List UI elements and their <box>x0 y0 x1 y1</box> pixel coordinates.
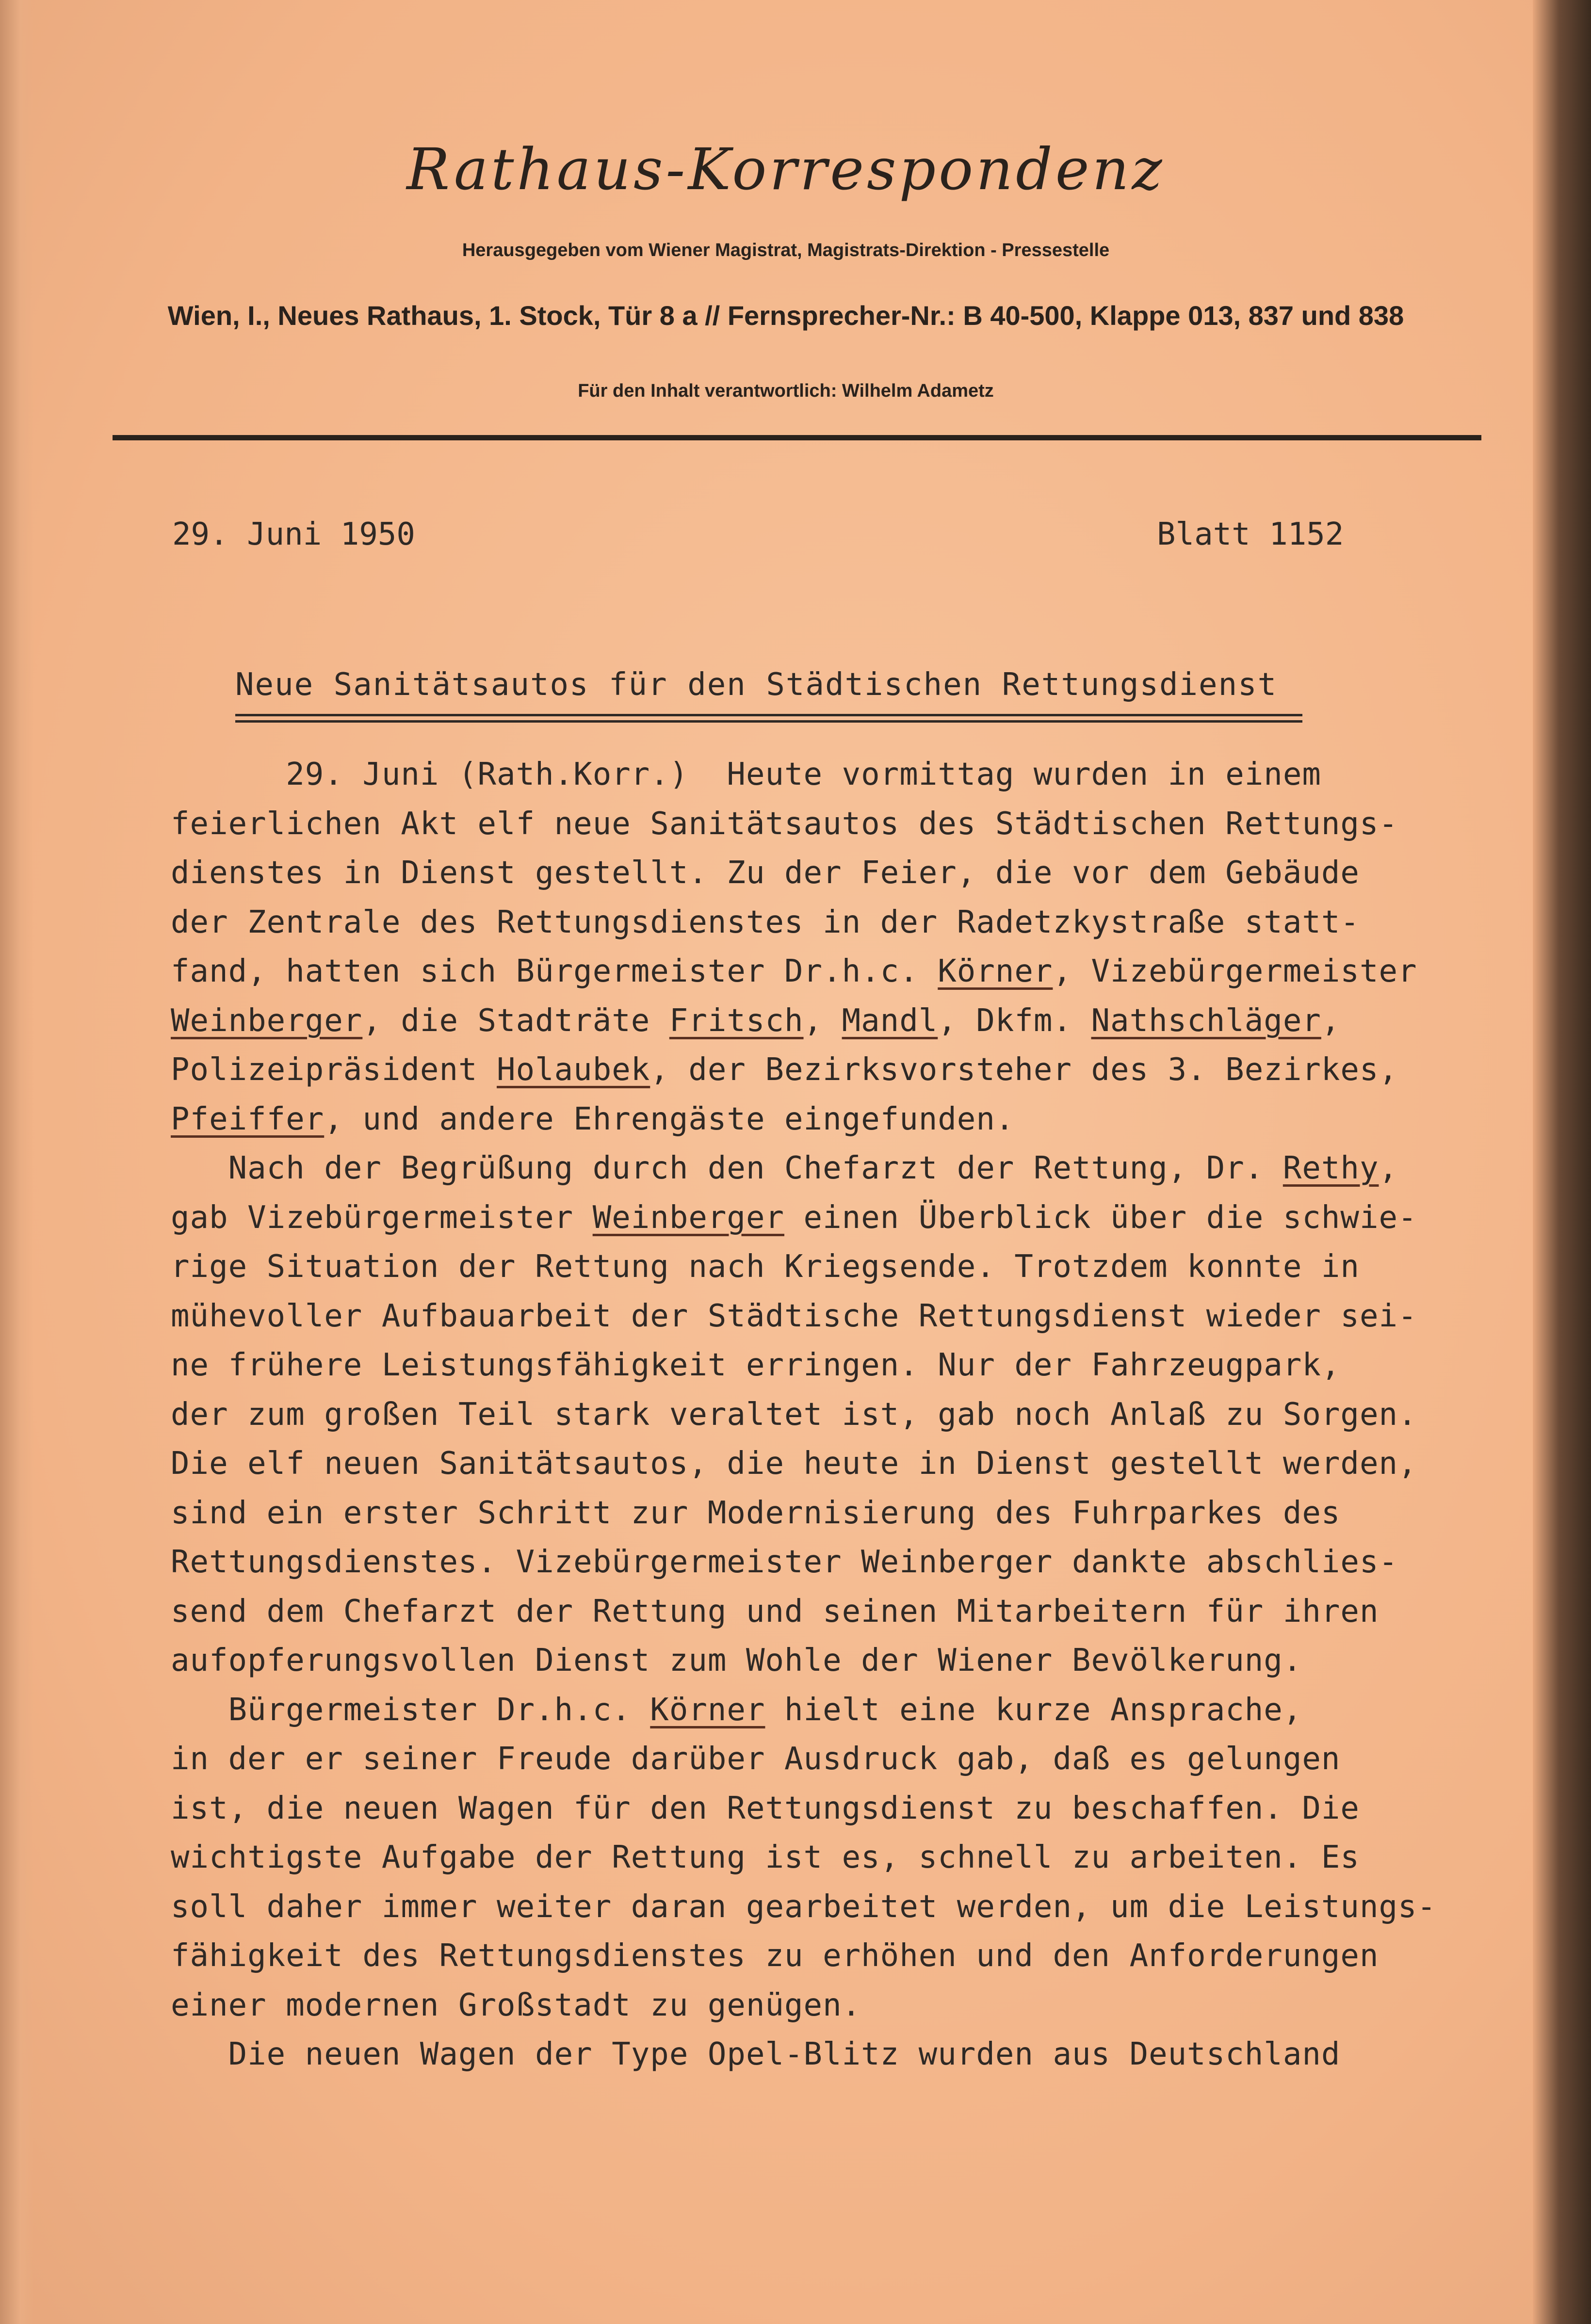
body-line <box>171 1003 1340 1039</box>
body-line <box>171 1741 1340 1777</box>
underlined-name: Weinberger <box>592 1200 784 1236</box>
underlined-name: Mandl <box>842 1003 938 1039</box>
body-line <box>171 1495 1340 1531</box>
body-text: einen Überblick über die schwie- <box>784 1200 1417 1236</box>
masthead-title: Rathaus-Korrespondenz <box>406 136 1165 203</box>
underlined-name: Weinberger <box>171 1003 363 1039</box>
body-text: der Zentrale des Rettungsdienstes in der Radetzkystraße statt- <box>171 904 1360 940</box>
body-text: , und andere Ehrengäste eingefunden. <box>324 1101 1015 1137</box>
body-text: wichtigste Aufgabe der Rettung ist es, schnell zu arbeiten. Es <box>171 1840 1360 1875</box>
body-text: Polizeipräsident <box>171 1052 497 1088</box>
body-line <box>171 1052 1398 1088</box>
body-text: Die neuen Wagen der Type Opel-Blitz wurden aus Deutschland <box>171 2036 1341 2072</box>
body-text: mühevoller Aufbauarbeit der Städtische Rettungsdienst wieder sei- <box>171 1298 1417 1334</box>
sheet-number: Blatt 1152 <box>1157 516 1344 552</box>
body-line <box>171 1200 1417 1236</box>
body-text: , Vizebürgermeister <box>1053 953 1417 989</box>
body-text: Bürgermeister Dr.h.c. <box>171 1692 650 1728</box>
body-text: ist, die neuen Wagen für den Rettungsdienst zu beschaffen. Die <box>171 1791 1360 1826</box>
body-line <box>171 1150 1398 1186</box>
body-line <box>171 757 1321 792</box>
body-text: Die elf neuen Sanitätsautos, die heute in Dienst gestellt werden, <box>171 1446 1417 1482</box>
body-text: aufopferungsvollen Dienst zum Wohle der Wiener Bevölkerung. <box>171 1643 1302 1678</box>
body-text: gab Vizebürgermeister <box>171 1200 593 1236</box>
body-line <box>171 1249 1360 1285</box>
body-line <box>171 1791 1360 1826</box>
body-line <box>171 1101 1014 1137</box>
body-line <box>171 855 1360 891</box>
body-text: in der er seiner Freude darüber Ausdruck gab, daß es gelungen <box>171 1741 1341 1777</box>
body-text: rige Situation der Rettung nach Kriegsende. Trotzdem konnte in <box>171 1249 1360 1285</box>
body-text: fähigkeit des Rettungsdienstes zu erhöhen und den Anforderungen <box>171 1938 1379 1974</box>
page-left-edge <box>0 0 34 2324</box>
body-text: ne frühere Leistungsfähigkeit erringen. Nur der Fahrzeugpark, <box>171 1347 1341 1383</box>
body-line <box>171 1298 1417 1334</box>
body-line <box>171 1446 1417 1482</box>
body-text: send dem Chefarzt der Rettung und seinen Mitarbeitern für ihren <box>171 1594 1379 1630</box>
body-line <box>171 1643 1302 1678</box>
body-text: dienstes in Dienst gestellt. Zu der Feier, die vor dem Gebäude <box>171 855 1360 891</box>
body-text: Rettungsdienstes. Vizebürgermeister Weinberger dankte abschlies- <box>171 1544 1398 1580</box>
body-line <box>171 1544 1398 1580</box>
body-text: der zum großen Teil stark veraltet ist, gab noch Anlaß zu Sorgen. <box>171 1397 1417 1433</box>
body-text: einer modernen Großstadt zu genügen. <box>171 1987 861 2023</box>
body-text: 29. Juni (Rath.Korr.) Heute vormittag wurden in einem <box>171 757 1321 792</box>
masthead-responsible: Für den Inhalt verantwortlich: Wilhelm Adametz <box>578 381 994 401</box>
masthead-address: Wien, I., Neues Rathaus, 1. Stock, Tür 8 a // Fernsprecher-Nr.: B 40-500, Klappe 013, 837 und 838 <box>167 300 1404 331</box>
underlined-name: Nathschläger <box>1091 1003 1321 1039</box>
body-line <box>171 806 1398 842</box>
body-line <box>171 1397 1417 1433</box>
masthead-subtitle: Herausgegeben vom Wiener Magistrat, Magistrats-Direktion - Pressestelle <box>462 240 1110 260</box>
body-text: soll daher immer weiter daran gearbeitet werden, um die Leistungs- <box>171 1889 1437 1925</box>
body-text: , die Stadträte <box>362 1003 669 1039</box>
article-headline: Neue Sanitätsautos für den Städtischen Rettungsdienst <box>235 667 1278 703</box>
body-text: , <box>1379 1150 1398 1186</box>
body-line <box>171 1987 861 2023</box>
body-text: , Dkfm. <box>938 1003 1091 1039</box>
body-line <box>171 1938 1379 1974</box>
headline-double-underline <box>235 714 1302 723</box>
body-line <box>171 1692 1302 1728</box>
body-text: hielt eine kurze Ansprache, <box>765 1692 1302 1728</box>
underlined-name: Körner <box>650 1692 765 1728</box>
document-date: 29. Juni 1950 <box>172 516 415 552</box>
body-line <box>171 1889 1436 1925</box>
underlined-name: Körner <box>938 953 1053 989</box>
body-text: Nach der Begrüßung durch den Chefarzt der Rettung, Dr. <box>171 1150 1283 1186</box>
masthead-rule <box>113 435 1481 440</box>
body-text: , <box>803 1003 842 1039</box>
body-text: feierlichen Akt elf neue Sanitätsautos des Städtischen Rettungs- <box>171 806 1398 842</box>
body-text: sind ein erster Schritt zur Modernisierung des Fuhrparkes des <box>171 1495 1341 1531</box>
body-text: , der Bezirksvorsteher des 3. Bezirkes, <box>650 1052 1398 1088</box>
underlined-name: Holaubek <box>497 1052 650 1088</box>
page-right-edge <box>1533 0 1591 2324</box>
body-text: fand, hatten sich Bürgermeister Dr.h.c. <box>171 953 938 989</box>
underlined-name: Rethy <box>1283 1150 1379 1186</box>
underlined-name: Fritsch <box>669 1003 804 1039</box>
body-line <box>171 2036 1340 2072</box>
underlined-name: Pfeiffer <box>171 1101 325 1137</box>
body-line <box>171 904 1360 940</box>
body-line <box>171 1840 1360 1875</box>
body-line <box>171 1347 1340 1383</box>
body-line <box>171 953 1417 989</box>
body-line <box>171 1594 1379 1630</box>
body-text: , <box>1321 1003 1341 1039</box>
